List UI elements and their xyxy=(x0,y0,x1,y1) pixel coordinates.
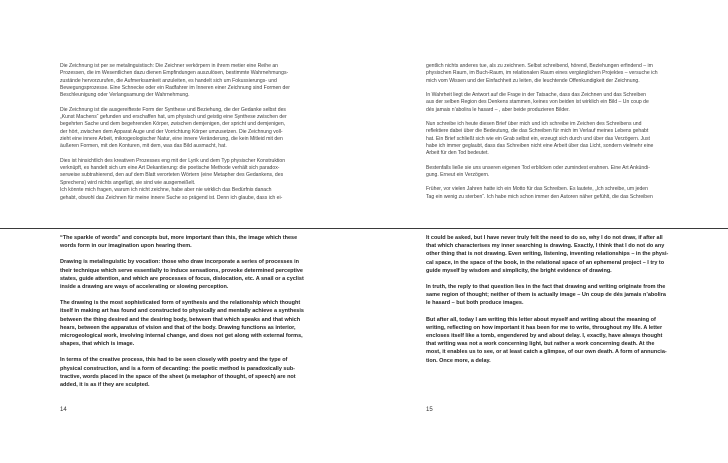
paragraph xyxy=(426,92,686,114)
paragraph-gap xyxy=(60,348,340,356)
text-line: tractive, words placed in the space of the sheet (a metaphor of thought, of speech) are not xyxy=(60,373,296,380)
text-line: begehrten Sache und dem begehrenden Körper, zwischen demjenigen, der spricht und demjenigen, xyxy=(60,121,286,128)
paragraph-gap xyxy=(60,291,340,299)
text-line: “The sparkle of words” and concepts but, more important than this, the image which these xyxy=(60,235,298,241)
text-line: states, guide attention, and which are processes of focus, dislocation, etc. A snail or a cyclist xyxy=(60,275,304,282)
text-line: hat. Ein Brief schließt sich wie ein Grab selbst ein, erzeugt sich durch und über das Verzögern. Just xyxy=(426,135,650,142)
english-text-left-page xyxy=(60,234,340,389)
text-line: äußeren Formen, mit den Konturen, mit dem, was das Bild ausmacht, hat. xyxy=(60,143,227,150)
paragraph-gap xyxy=(426,158,686,165)
text-line: gentlich nichts anderes tue, als zu zeichnen. Selbst schreibend, hörend, Beziehungen erfindend – im xyxy=(426,63,653,69)
text-line: habe ich immer geglaubt, dass das Schreiben nicht eine Arbeit über das Licht, sondern vielmehr eine xyxy=(426,143,654,150)
paragraph-gap xyxy=(426,85,686,92)
text-line: Ich könnte mich fragen, warum ich nicht zeichne, habe aber nie wirklich das Bedürfnis danach xyxy=(60,187,272,194)
text-line: In truth, the reply to that question lies in the fact that drawing and writing originate from the xyxy=(426,284,666,291)
text-line: that writing was not a work concerning light, but rather a work concerning death. At the xyxy=(426,341,655,348)
text-line: physischen Raum, im Buch-Raum, im relationalen Raum eines vergänglichen Projektes – versuche ich xyxy=(426,70,658,77)
text-line: words form in our imagination upon hearing them. xyxy=(60,243,192,250)
text-line: aus der selben Region des Denkens stammen, keines von beiden ist wirklich ein Bild – Un coup de xyxy=(426,99,649,106)
text-line: dés jamais n’abolira le hasard – , aber beide produzieren Bilder. xyxy=(426,106,570,113)
text-line: Bestenfalls ließe sie uns unseren eigenen Tod erblicken oder zumindest erahnen. Eine Art Ankündi- xyxy=(426,164,650,171)
paragraph-gap xyxy=(426,308,706,316)
page-divider-line xyxy=(0,228,728,229)
paragraph xyxy=(60,107,320,151)
text-line: Bewegungsprozesse. Eine Schnecke oder ein Radfahrer im Inneren einer Zeichnung sind Formen der xyxy=(60,85,290,92)
text-line: guide myself by wisdom and simplicity, the bright evidence of drawing. xyxy=(426,267,612,274)
text-line: shapes, that which is image. xyxy=(60,341,135,348)
paragraph-gap xyxy=(426,275,706,283)
paragraph xyxy=(60,63,320,100)
paragraph xyxy=(426,186,686,201)
english-text-right-page xyxy=(426,234,706,365)
text-line: The drawing is the most sophisticated form of synthesis and the relationship which thought xyxy=(60,300,301,307)
text-line: „Kunst Machens“ gefunden und erschaffen hat, um physisch und geistig eine Synthese zwischen der xyxy=(60,114,287,121)
text-line: hears, between the apparatus of vision and that of the body. Drawing functions as interior, xyxy=(60,324,296,331)
text-line: verknüpft, es handelt sich um eine Art Dekantierung: die poetische Methode verhält sich paradox- xyxy=(60,165,280,172)
text-line: same region of thought; neither of them is actually image – Un coup de dés jamais n’abolira xyxy=(426,292,666,299)
text-line: der hört, zwischen dem Apparat Auge und der Vorrichtung Körper umzusetzen. Die Zeichnung voll- xyxy=(60,128,283,135)
text-line: added, it is as if they are sculpted. xyxy=(60,382,150,389)
text-line: Die Zeichnung ist die ausgereifteste Form der Synthese und Beziehung, die der Gedanke selbst des xyxy=(60,106,286,113)
text-line: itself in making art has found and constructed to physically and mentally achieve a synthesis xyxy=(60,308,304,315)
text-line: that which characterises my inner searching is drawing. Exactly, I think that I do not do any xyxy=(426,243,665,250)
text-line: reflektiere dabei über die Bedeutung, die das Schreiben für mich im Verlauf meines Lebens gehabt xyxy=(426,128,649,135)
paragraph-gap xyxy=(426,179,686,186)
text-line: writing, reflecting on how important it has been for me to write, throughout my life. A letter xyxy=(426,324,663,331)
text-line: encloses itself like a tomb, engendered by and about delay. I, exactly, have always thought xyxy=(426,333,663,340)
text-line: le hasard – but both produce images. xyxy=(426,300,524,307)
text-line: zieht eine innere Arbeit, mikrogeologischer Natur, eine innere Veränderung, die kein Mitleid mit den xyxy=(60,136,283,143)
text-line: Nun schreibe ich heute diesen Brief über mich und ich schreibe im Zeichen des Schreibens und xyxy=(426,121,642,128)
text-line: Prozessen, die im Wesentlichen dazu dienen Empfindungen auszulösen, bestimmte Wahrnehmungs- xyxy=(60,70,289,77)
text-line: But after all, today I am writing this letter about myself and writing about the meaning of xyxy=(426,316,656,323)
text-line: Sprechens) wird nichts angefügt, sie sind wie ausgemeißelt. xyxy=(60,179,196,186)
text-line: It could be asked, but I have never truly felt the need to do so, why I do not draw, if after all xyxy=(426,235,663,241)
paragraph-gap xyxy=(60,250,340,258)
text-line: Drawing is metalinguistic by vocation: those who draw incorporate a series of processes in xyxy=(60,259,300,266)
text-line: cal space, in the space of the book, in the relational space of an ephemeral project – I try to xyxy=(426,259,665,266)
paragraph xyxy=(426,234,706,275)
text-line: zustände hervorzurufen, die Aufmerksamkeit anzuleiten, es handelt sich um Fokussierungs- und xyxy=(60,77,277,84)
paragraph xyxy=(426,316,706,365)
text-line: Früher, vor vielen Jahren hatte ich ein Motto für das Schreiben. Es lautete, „Ich schreibe, um jeden xyxy=(426,186,648,193)
text-line: In Wahrheit liegt die Antwort auf die Frage in der Tatsache, dass das Zeichnen und das Schreiben xyxy=(426,92,647,99)
text-line: most, it enables us to see, or at least catch a glimpse, of our own death. A form of annuncia- xyxy=(426,349,667,356)
text-line: Arbeit für den Tod bedeutet. xyxy=(426,150,489,157)
paragraph xyxy=(426,165,686,180)
text-line: physical construction, and is a form of decanting: the poetic method is paradoxically sub- xyxy=(60,365,296,372)
paragraph xyxy=(426,283,706,308)
paragraph xyxy=(426,63,686,85)
page-number-left: 14 xyxy=(60,407,67,413)
text-line: other thing that is not drawing. Even writing, listening, inventing relationships – in the physi- xyxy=(426,251,669,258)
paragraph-gap xyxy=(60,100,320,107)
paragraph-gap xyxy=(60,151,320,158)
text-line: In terms of the creative process, this had to be seen closely with poetry and the type of xyxy=(60,357,288,364)
text-line: mich vom Wissen und der Einfachheit zu leiten, die leuchtende Offenkundigkeit der Zeichnung. xyxy=(426,77,640,84)
paragraph-gap xyxy=(426,114,686,121)
paragraph xyxy=(60,356,340,389)
text-line: microgeological work, involving internal change, and does not get along with external forms, xyxy=(60,333,303,340)
german-text-left-page xyxy=(60,63,320,202)
text-line: Tag ein wenig zu sterben“. Ich habe mich schon immer den Autoren näher gefühlt, die das Schreiben xyxy=(426,193,653,200)
page-number-right: 15 xyxy=(426,407,433,413)
text-line: Die Zeichnung ist per se metalinguistisch: Die Zeichner verkörpern in ihrem metier eine Reihe an xyxy=(60,63,278,69)
text-line: Dies ist hinsichtlich des kreativen Prozesses eng mit der Lyrik und dem Typ physischer Konstruktion xyxy=(60,157,286,164)
text-line: Beschleunigung oder Verlangsamung der Wahrnehmung. xyxy=(60,92,190,99)
text-line: between the thing desired and the desiring body, between that which speaks and that which xyxy=(60,316,301,323)
paragraph xyxy=(60,158,320,202)
paragraph xyxy=(60,299,340,348)
paragraph xyxy=(426,121,686,158)
text-line: their technique which serve essentially to induce sensations, provoke determined perceptive xyxy=(60,267,303,274)
text-line: gung. Erneut ein Verzögern. xyxy=(426,172,490,179)
paragraph xyxy=(60,234,340,250)
text-line: inside a drawing are ways of accelerating or slowing perception. xyxy=(60,284,229,291)
paragraph xyxy=(60,258,340,291)
text-line: tion. Once more, a delay. xyxy=(426,357,491,364)
german-text-right-page xyxy=(426,63,686,201)
text-line: gehabt, obwohl das Zeichnen für meine innere Suche so prägend ist. Denn ich glaube, dass ich ei- xyxy=(60,194,283,201)
text-line: serweise subtrahierend, den auf dem Blatt verorteten Wörtern (eine Metapher des Gedankens, des xyxy=(60,172,284,179)
